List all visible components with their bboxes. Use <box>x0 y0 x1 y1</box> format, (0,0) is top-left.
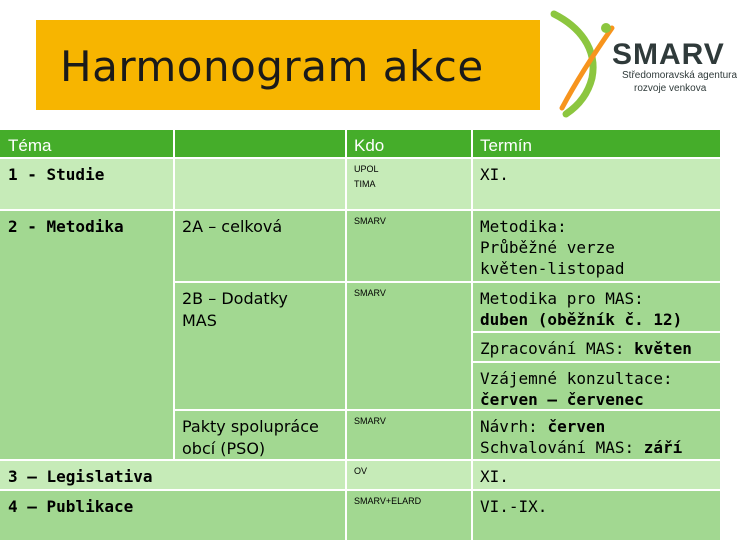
row-2a-kdo: SMARV <box>346 210 472 282</box>
row-2a-termin: Metodika: Průběžné verze květen-listopad <box>472 210 720 282</box>
row-publikace-termin: VI.-IX. <box>472 490 720 540</box>
row-legislativa-tema: 3 – Legislativa <box>0 460 346 490</box>
grid-line <box>0 489 720 491</box>
row-2a-sub: 2A – celková <box>174 210 346 282</box>
grid-line <box>0 157 720 159</box>
row-pakty-kdo: SMARV <box>346 410 472 460</box>
row-2b-sub: 2B – Dodatky MAS <box>174 282 346 410</box>
header-kdo: Kdo <box>346 130 472 158</box>
grid-line <box>472 331 720 333</box>
row-metodika-tema: 2 - Metodika <box>0 210 174 460</box>
header-termin: Termín <box>472 130 720 158</box>
grid-line <box>0 209 720 211</box>
row-pakty-termin: Návrh: červen Schvalování MAS: září <box>472 410 720 460</box>
row-studie-sub <box>174 158 346 210</box>
row-2b-kdo: SMARV <box>346 282 472 410</box>
row-publikace-kdo: SMARV+ELARD <box>346 490 472 540</box>
grid-line <box>472 361 720 363</box>
schedule-table <box>0 130 720 540</box>
grid-line <box>174 409 720 411</box>
row-legislativa-kdo: OV <box>346 460 472 490</box>
row-studie-tema: 1 - Studie <box>0 158 174 210</box>
header-empty <box>174 130 346 158</box>
row-legislativa-termin: XI. <box>472 460 720 490</box>
logo-name: SMARV <box>612 38 725 71</box>
grid-line <box>174 281 720 283</box>
row-2b-zpracovani: Zpracování MAS: květen <box>472 332 720 362</box>
logo-subtitle-line2: rozvoje venkova <box>634 83 707 94</box>
row-2b-konzultace: Vzájemné konzultace: červen – červenec <box>472 362 720 410</box>
row-2b-termin: Metodika pro MAS: duben (oběžník č. 12) <box>472 282 720 332</box>
row-pakty-sub: Pakty spolupráce obcí (PSO) <box>174 410 346 460</box>
logo-subtitle-line1: Středomoravská agentura <box>622 70 737 81</box>
row-studie-kdo: UPOL TIMA <box>346 158 472 210</box>
row-publikace-tema: 4 – Publikace <box>0 490 346 540</box>
grid-line <box>471 130 473 540</box>
page-title: Harmonogram akce <box>60 42 484 91</box>
grid-line <box>0 459 720 461</box>
grid-line <box>345 130 347 540</box>
header-tema: Téma <box>0 130 174 158</box>
row-studie-termin: XI. <box>472 158 720 210</box>
